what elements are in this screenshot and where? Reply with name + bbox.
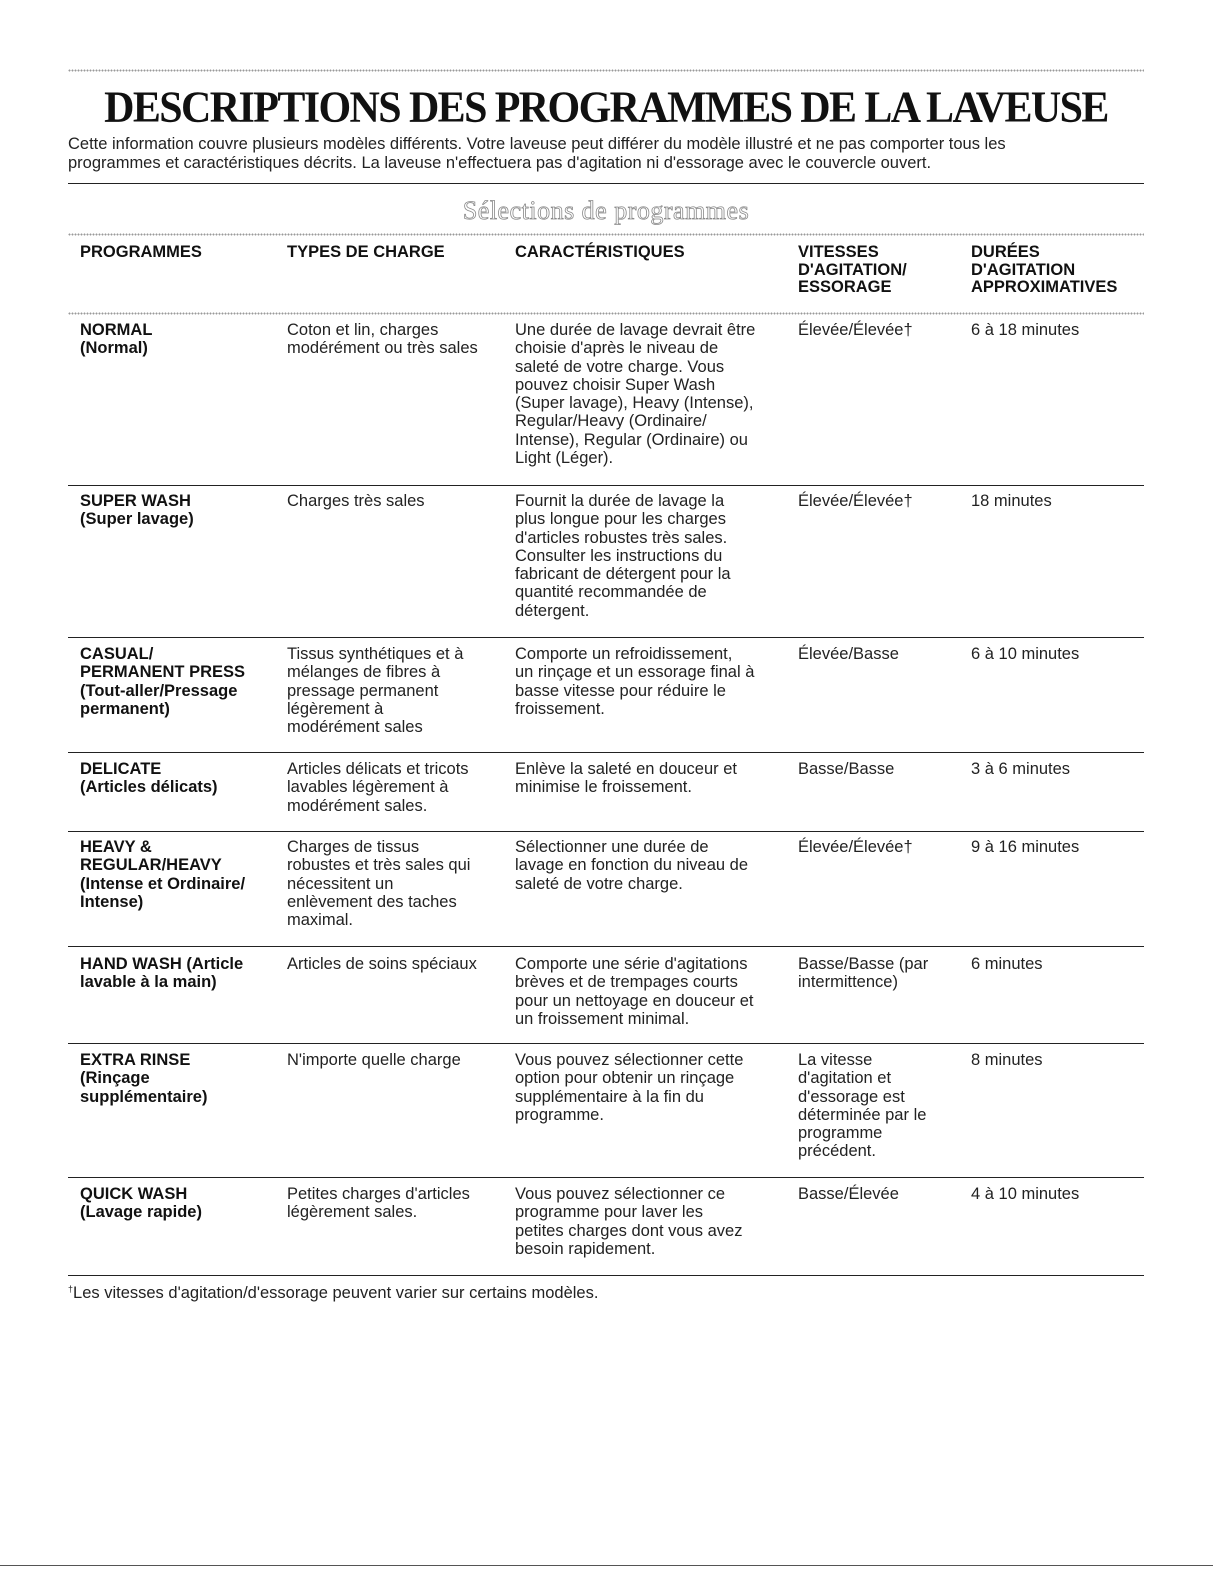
features-line: pouvez choisir Super Wash xyxy=(515,375,716,394)
footnote-text: Les vitesses d'agitation/d'essorage peuvent varier sur certains modèles. xyxy=(73,1284,599,1302)
features-line: Sélectionner une durée de xyxy=(515,838,709,856)
program-name-line: (Tout-aller/Pressage xyxy=(80,681,238,700)
features-line: Light (Léger). xyxy=(515,449,614,468)
intro-divider xyxy=(68,183,1144,184)
agitation-spin-speeds-line: Élevée/Élevée† xyxy=(798,321,913,339)
agitation-duration-line: 9 à 16 minutes xyxy=(971,838,1080,856)
features xyxy=(515,492,731,620)
row-divider xyxy=(68,637,1144,638)
row-divider xyxy=(68,485,1144,486)
column-header-line: APPROXIMATIVES xyxy=(971,278,1118,296)
features-line: quantité recommandée de xyxy=(515,583,707,602)
features-line: un froissement minimal. xyxy=(515,1009,690,1028)
load-type-line: modérément sales. xyxy=(287,796,428,815)
load-type-line: modérément ou très sales xyxy=(287,339,478,358)
features-line: (Super lavage), Heavy (Intense), xyxy=(515,394,754,413)
program-name-line: (Rinçage xyxy=(80,1069,150,1088)
row-divider xyxy=(68,1177,1144,1178)
program-name xyxy=(80,760,218,797)
load-type-line: légèrement sales. xyxy=(287,1203,418,1222)
program-name-line: REGULAR/HEAVY xyxy=(80,856,222,875)
load-type xyxy=(287,1185,470,1222)
column-header-line: D'AGITATION xyxy=(971,260,1076,279)
column-header-line: ESSORAGE xyxy=(798,278,892,296)
load-type xyxy=(287,760,469,815)
program-name-line: supplémentaire) xyxy=(80,1087,208,1106)
program-name xyxy=(80,321,152,358)
agitation-spin-speeds xyxy=(798,321,913,339)
load-type-line: maximal. xyxy=(287,911,354,930)
row-divider xyxy=(68,831,1144,832)
agitation-duration-line: 4 à 10 minutes xyxy=(971,1185,1080,1203)
agitation-spin-speeds xyxy=(798,955,928,992)
features xyxy=(515,645,754,718)
load-type-line: nécessitent un xyxy=(287,874,394,893)
features-line: plus longue pour les charges xyxy=(515,510,726,529)
load-type-line: Petites charges d'articles xyxy=(287,1185,470,1203)
load-type xyxy=(287,1051,461,1069)
row-divider xyxy=(68,1275,1144,1276)
load-type-line: lavables légèrement à xyxy=(287,778,449,797)
features-line: Fournit la durée de lavage la xyxy=(515,492,725,510)
features xyxy=(515,1185,742,1258)
column-header xyxy=(971,244,1117,297)
features-line: petites charges dont vous avez xyxy=(515,1221,743,1240)
agitation-spin-speeds xyxy=(798,1185,899,1203)
agitation-duration xyxy=(971,645,1079,663)
program-name xyxy=(80,955,243,992)
agitation-duration xyxy=(971,321,1079,339)
table-header xyxy=(80,244,1144,306)
load-type-line: légèrement à xyxy=(287,699,384,718)
footnote xyxy=(68,1284,598,1303)
intro-paragraph xyxy=(68,135,1128,173)
program-name-line: NORMAL xyxy=(80,321,153,339)
row-divider xyxy=(68,1043,1144,1044)
load-type-line: Charges très sales xyxy=(287,492,425,510)
program-name-line: HAND WASH (Article xyxy=(80,955,244,973)
agitation-duration xyxy=(971,760,1070,778)
features-line: saleté de votre charge. Vous xyxy=(515,357,725,376)
program-name-line: (Articles délicats) xyxy=(80,778,218,797)
features-line: Comporte une série d'agitations xyxy=(515,955,748,973)
row-divider xyxy=(68,752,1144,753)
page-bottom-rule xyxy=(0,1565,1213,1566)
header-dotted-rule xyxy=(68,312,1144,315)
program-name xyxy=(80,492,194,529)
program-name-line: (Super lavage) xyxy=(80,510,194,529)
column-header xyxy=(80,244,202,262)
features-line: froissement. xyxy=(515,699,605,718)
features-line: option pour obtenir un rinçage xyxy=(515,1069,735,1088)
features-line: Comporte un refroidissement, xyxy=(515,645,733,663)
agitation-spin-speeds-line: Basse/Élevée xyxy=(798,1185,899,1203)
column-header xyxy=(515,244,685,262)
load-type-line: modérément sales xyxy=(287,718,423,737)
agitation-duration-line: 3 à 6 minutes xyxy=(971,760,1071,778)
load-type-line: Articles délicats et tricots xyxy=(287,760,469,778)
column-header-line: VITESSES xyxy=(798,243,879,261)
features-line: programme. xyxy=(515,1105,604,1124)
column-header-line: TYPES DE CHARGE xyxy=(287,243,445,261)
features-line: Une durée de lavage devrait être xyxy=(515,321,756,339)
program-name-line: (Lavage rapide) xyxy=(80,1203,202,1222)
features-line: saleté de votre charge. xyxy=(515,874,683,893)
load-type-line: robustes et très sales qui xyxy=(287,856,471,875)
program-name-line: (Normal) xyxy=(80,339,148,358)
agitation-duration xyxy=(971,1185,1079,1203)
program-name-line: permanent) xyxy=(80,699,170,718)
agitation-spin-speeds xyxy=(798,760,894,778)
program-name-line: SUPER WASH xyxy=(80,492,191,510)
program-name-line: DELICATE xyxy=(80,760,162,778)
program-name-line: PERMANENT PRESS xyxy=(80,663,246,682)
agitation-duration-line: 6 à 18 minutes xyxy=(971,321,1080,339)
agitation-spin-speeds-line: Basse/Basse (par xyxy=(798,955,929,973)
features-line: Consulter les instructions du xyxy=(515,546,723,565)
intro-line: Cette information couvre plusieurs modèles différents. Votre laveuse peut différer du modèle illustré et ne pas comporter tous les xyxy=(68,135,1006,153)
program-name-line: Intense) xyxy=(80,892,144,911)
agitation-duration-line: 6 minutes xyxy=(971,955,1043,973)
features-line: un rinçage et un essorage final à xyxy=(515,663,755,682)
program-name xyxy=(80,1185,202,1222)
agitation-spin-speeds-line: d'essorage est xyxy=(798,1087,905,1106)
agitation-spin-speeds xyxy=(798,492,913,510)
agitation-spin-speeds-line: d'agitation et xyxy=(798,1069,892,1088)
features-line: minimise le froissement. xyxy=(515,778,692,797)
features-line: brèves et de trempages courts xyxy=(515,973,738,992)
agitation-spin-speeds-line: intermittence) xyxy=(798,973,898,992)
agitation-duration xyxy=(971,1051,1043,1069)
features-line: Vous pouvez sélectionner ce xyxy=(515,1185,726,1203)
features-line: Regular/Heavy (Ordinaire/ xyxy=(515,412,707,431)
agitation-spin-speeds-line: Basse/Basse xyxy=(798,760,895,778)
agitation-spin-speeds xyxy=(798,645,899,663)
load-type-line: Articles de soins spéciaux xyxy=(287,955,477,973)
section-title: Sélections de programmes xyxy=(462,196,750,225)
program-name-line: lavable à la main) xyxy=(80,973,217,992)
column-header-line: DURÉES xyxy=(971,243,1040,261)
agitation-spin-speeds-line: Élevée/Basse xyxy=(798,645,899,663)
top-dotted-rule xyxy=(68,69,1144,72)
load-type-line: N'importe quelle charge xyxy=(287,1051,461,1069)
agitation-spin-speeds-line: Élevée/Élevée† xyxy=(798,838,913,856)
features-line: Vous pouvez sélectionner cette xyxy=(515,1051,744,1069)
page-title: DESCRIPTIONS DES PROGRAMMES DE LA LAVEUSE xyxy=(104,83,1108,133)
features xyxy=(515,1051,743,1124)
program-name-line: EXTRA RINSE xyxy=(80,1051,191,1069)
features-line: choisie d'après le niveau de xyxy=(515,339,719,358)
features-line: d'articles robustes très sales. xyxy=(515,528,728,547)
agitation-spin-speeds-line: La vitesse xyxy=(798,1051,873,1069)
program-name-line: CASUAL/ xyxy=(80,645,154,663)
features-line: Enlève la saleté en douceur et xyxy=(515,760,737,778)
load-type xyxy=(287,955,477,973)
features-line: supplémentaire à la fin du xyxy=(515,1087,704,1106)
features-line: lavage en fonction du niveau de xyxy=(515,856,749,875)
load-type-line: Tissus synthétiques et à xyxy=(287,645,464,663)
load-type xyxy=(287,321,478,358)
column-header-line: CARACTÉRISTIQUES xyxy=(515,243,685,261)
agitation-spin-speeds-line: Élevée/Élevée† xyxy=(798,492,913,510)
agitation-spin-speeds xyxy=(798,1051,926,1161)
load-type xyxy=(287,645,463,736)
column-header xyxy=(287,244,445,262)
load-type-line: Coton et lin, charges xyxy=(287,321,439,339)
column-header-line: PROGRAMMES xyxy=(80,243,202,261)
agitation-spin-speeds-line: précédent. xyxy=(798,1142,876,1161)
features-line: fabricant de détergent pour la xyxy=(515,565,731,584)
agitation-duration xyxy=(971,492,1052,510)
features xyxy=(515,838,748,893)
agitation-duration-line: 18 minutes xyxy=(971,492,1052,510)
program-name xyxy=(80,645,245,718)
features-line: basse vitesse pour réduire le xyxy=(515,681,726,700)
features-line: Intense), Regular (Ordinaire) ou xyxy=(515,430,748,449)
agitation-spin-speeds xyxy=(798,838,913,856)
intro-line: programmes et caractéristiques décrits. La laveuse n'effectuera pas d'agitation ni d'essorage avec le couvercle ouvert. xyxy=(68,154,932,172)
features xyxy=(515,321,755,467)
program-name-line: (Intense et Ordinaire/ xyxy=(80,874,246,893)
features-line: programme pour laver les xyxy=(515,1203,703,1222)
agitation-duration xyxy=(971,955,1043,973)
program-name xyxy=(80,1051,207,1106)
load-type-line: enlèvement des taches xyxy=(287,892,457,911)
features-line: besoin rapidement. xyxy=(515,1239,656,1258)
agitation-spin-speeds-line: programme xyxy=(798,1124,883,1143)
features-line: pour un nettoyage en douceur et xyxy=(515,991,754,1010)
program-name-line: QUICK WASH xyxy=(80,1185,188,1203)
column-header-line: D'AGITATION/ xyxy=(798,260,907,279)
features-line: détergent. xyxy=(515,601,590,620)
agitation-duration-line: 6 à 10 minutes xyxy=(971,645,1080,663)
row-divider xyxy=(68,946,1144,947)
features xyxy=(515,760,737,797)
features xyxy=(515,955,754,1028)
column-header xyxy=(798,244,907,297)
agitation-duration xyxy=(971,838,1079,856)
agitation-duration-line: 8 minutes xyxy=(971,1051,1043,1069)
load-type xyxy=(287,492,425,510)
section-dotted-rule xyxy=(68,233,1144,236)
load-type-line: mélanges de fibres à xyxy=(287,663,441,682)
agitation-spin-speeds-line: déterminée par le xyxy=(798,1105,927,1124)
program-name xyxy=(80,838,245,911)
footnote-mark: † xyxy=(68,1284,74,1294)
load-type-line: Charges de tissus xyxy=(287,838,420,856)
load-type xyxy=(287,838,470,929)
load-type-line: pressage permanent xyxy=(287,681,439,700)
program-name-line: HEAVY & xyxy=(80,838,152,856)
